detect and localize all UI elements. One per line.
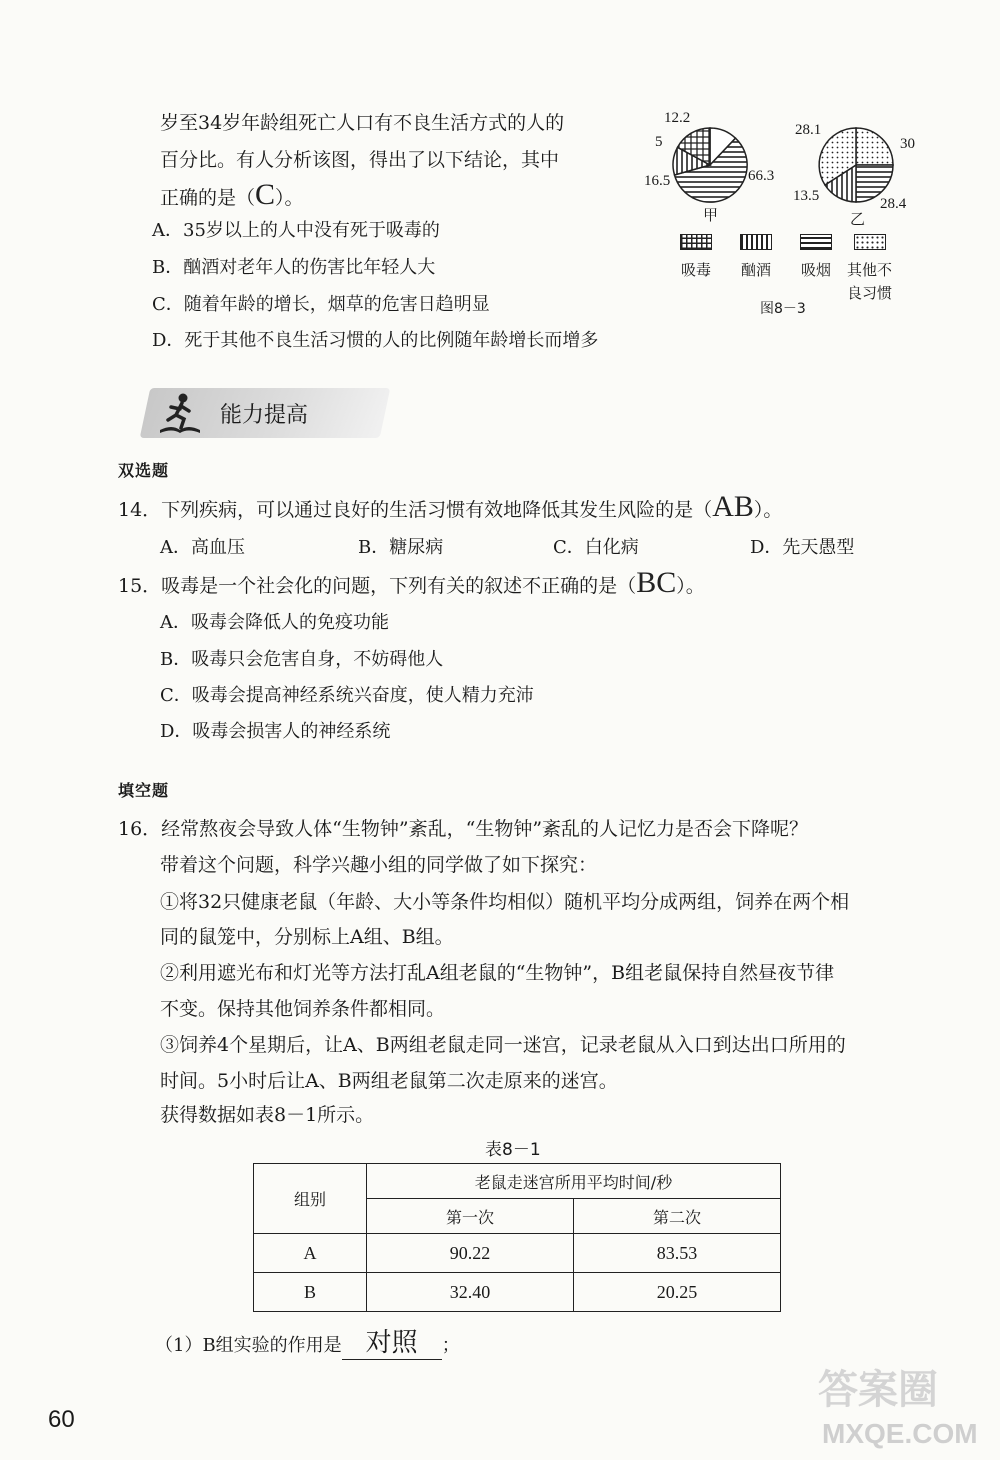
q15-stem-post: ）。 bbox=[676, 575, 705, 597]
q16-line-8: 时间。5小时后让A、B两组老鼠第二次走原来的迷宫。 bbox=[160, 1070, 618, 1092]
q16-line-5: ②利用遮光布和灯光等方法打乱A组老鼠的“生物钟”，B组老鼠保持自然昼夜节律 bbox=[160, 962, 835, 984]
q16-sub1 bbox=[155, 1322, 460, 1360]
legend-swatch-drinking bbox=[740, 234, 772, 250]
q16-line-7: ③饲养4个星期后，让A、B两组老鼠走同一迷宫，记录老鼠从入口到达出口所用的 bbox=[160, 1034, 846, 1056]
legend-swatch-smoking bbox=[800, 234, 832, 250]
table-cell-second: 20.25 bbox=[574, 1273, 781, 1312]
table-cell-group: A bbox=[254, 1234, 367, 1273]
q15-answer: BC bbox=[636, 566, 677, 599]
table-header-second: 第二次 bbox=[574, 1199, 781, 1234]
pie-yi bbox=[819, 128, 893, 202]
table-cell-first: 90.22 bbox=[367, 1234, 574, 1273]
legend-label-smoking: 吸烟 bbox=[801, 261, 832, 279]
q14-stem-pre: 14．下列疾病，可以通过良好的生活习惯有效地降低其发生风险的是（ bbox=[118, 499, 713, 521]
pie-yi-label-1: 28.1 bbox=[795, 122, 822, 138]
table-row bbox=[254, 1273, 781, 1312]
figure-caption: 图8－3 bbox=[760, 301, 806, 317]
pie-jia-label-3: 16.5 bbox=[644, 173, 671, 189]
q13-option-d: D．死于其他不良生活习惯的人的比例随年龄增长而增多 bbox=[152, 330, 599, 351]
q14-stem-post: ）。 bbox=[753, 499, 783, 521]
q16-line-4: 同的鼠笼中，分别标上A组、B组。 bbox=[160, 926, 454, 948]
table-header-first: 第一次 bbox=[367, 1199, 574, 1234]
table-cell-second: 83.53 bbox=[574, 1234, 781, 1273]
legend-swatch-drugs bbox=[680, 234, 712, 250]
pie-yi-label-3: 13.5 bbox=[793, 188, 820, 204]
legend-label-drugs: 吸毒 bbox=[681, 261, 712, 279]
q13-line1: 岁至34岁年龄组死亡人口有不良生活方式的人的 bbox=[160, 112, 565, 134]
q13-line3 bbox=[160, 178, 304, 212]
q16-sub1-pre: （1）B组实验的作用是 bbox=[155, 1335, 342, 1356]
q14-option-b: B．糖尿病 bbox=[358, 537, 444, 558]
q16-line-1: 16．经常熬夜会导致人体“生物钟”紊乱，“生物钟”紊乱的人记忆力是否会下降呢？ bbox=[118, 818, 809, 840]
q13-stem-pre: 正确的是（ bbox=[160, 187, 256, 209]
q13-option-c: C．随着年龄的增长，烟草的危害日趋明显 bbox=[152, 294, 490, 315]
table-header-row bbox=[254, 1164, 781, 1199]
table-caption: 表8－1 bbox=[485, 1140, 541, 1160]
q15-stem-pre: 15．吸毒是一个社会化的问题，下列有关的叙述不正确的是（ bbox=[118, 575, 637, 597]
pie-jia-name: 甲 bbox=[703, 208, 719, 224]
table-header-time: 老鼠走迷宫所用平均时间/秒 bbox=[367, 1164, 781, 1199]
table-cell-group: B bbox=[254, 1273, 367, 1312]
pie-jia-label-2: 5 bbox=[655, 134, 663, 150]
q14-answer: AB bbox=[712, 490, 754, 523]
pie-yi-slice-other bbox=[856, 128, 893, 165]
q13-stem-post: ）。 bbox=[275, 187, 304, 209]
q13-answer: C bbox=[255, 178, 276, 211]
q14-option-d: D．先天愚型 bbox=[750, 537, 855, 558]
q16-line-9: 获得数据如表8－1所示。 bbox=[160, 1104, 375, 1126]
pie-jia-label-4: 66.3 bbox=[748, 168, 775, 184]
q16-line-6: 不变。保持其他饲养条件都相同。 bbox=[160, 998, 446, 1020]
pie-yi-label-4: 28.4 bbox=[880, 196, 907, 212]
data-table bbox=[253, 1163, 781, 1312]
q14-option-a: A．高血压 bbox=[160, 537, 245, 558]
watermark-logo: 答案圈 bbox=[818, 1368, 938, 1412]
q15-option-c: C．吸毒会提高神经系统兴奋度，使人精力充沛 bbox=[160, 685, 534, 706]
q13-option-a: A．35岁以上的人中没有死于吸毒的 bbox=[152, 220, 440, 241]
q15-option-d: D．吸毒会损害人的神经系统 bbox=[160, 721, 391, 742]
q16-sub1-answer: 对照 bbox=[342, 1322, 442, 1360]
q16-line-3: ①将32只健康老鼠（年龄、大小等条件均相似）随机平均分成两组，饲养在两个相 bbox=[160, 891, 850, 913]
pie-jia bbox=[673, 128, 747, 202]
runner-book-icon bbox=[156, 390, 204, 436]
legend-label-other-2: 良习惯 bbox=[847, 284, 893, 302]
page-number: 60 bbox=[48, 1406, 75, 1433]
q15-option-b: B．吸毒只会危害自身，不妨碍他人 bbox=[160, 649, 444, 670]
watermark-url: MXQE.COM bbox=[822, 1418, 978, 1449]
q16-line-2: 带着这个问题，科学兴趣小组的同学做了如下探究： bbox=[160, 854, 598, 876]
q13-option-b: B．酗酒对老年人的伤害比年轻人大 bbox=[152, 257, 436, 278]
legend-label-drinking: 酗酒 bbox=[741, 261, 772, 279]
section-title: 能力提高 bbox=[220, 403, 309, 428]
q14-stem bbox=[118, 490, 782, 524]
section-multi-choice-heading: 双选题 bbox=[118, 461, 170, 480]
table-cell-first: 32.40 bbox=[367, 1273, 574, 1312]
q15-option-a: A．吸毒会降低人的免疫功能 bbox=[160, 612, 389, 633]
pie-yi-name: 乙 bbox=[850, 212, 866, 228]
pie-jia-label-1: 12.2 bbox=[664, 110, 691, 126]
q15-stem bbox=[118, 566, 705, 600]
legend-swatch-other bbox=[854, 234, 886, 250]
table-header-group: 组别 bbox=[254, 1164, 367, 1234]
section-fill-heading: 填空题 bbox=[118, 781, 170, 800]
table-row bbox=[254, 1234, 781, 1273]
q14-option-c: C．白化病 bbox=[553, 537, 639, 558]
pie-yi-label-2: 30 bbox=[900, 136, 915, 152]
q16-sub1-post: ； bbox=[441, 1335, 460, 1356]
legend-label-other-1: 其他不 bbox=[847, 261, 893, 279]
q13-line2: 百分比。有人分析该图，得出了以下结论，其中 bbox=[160, 149, 560, 171]
